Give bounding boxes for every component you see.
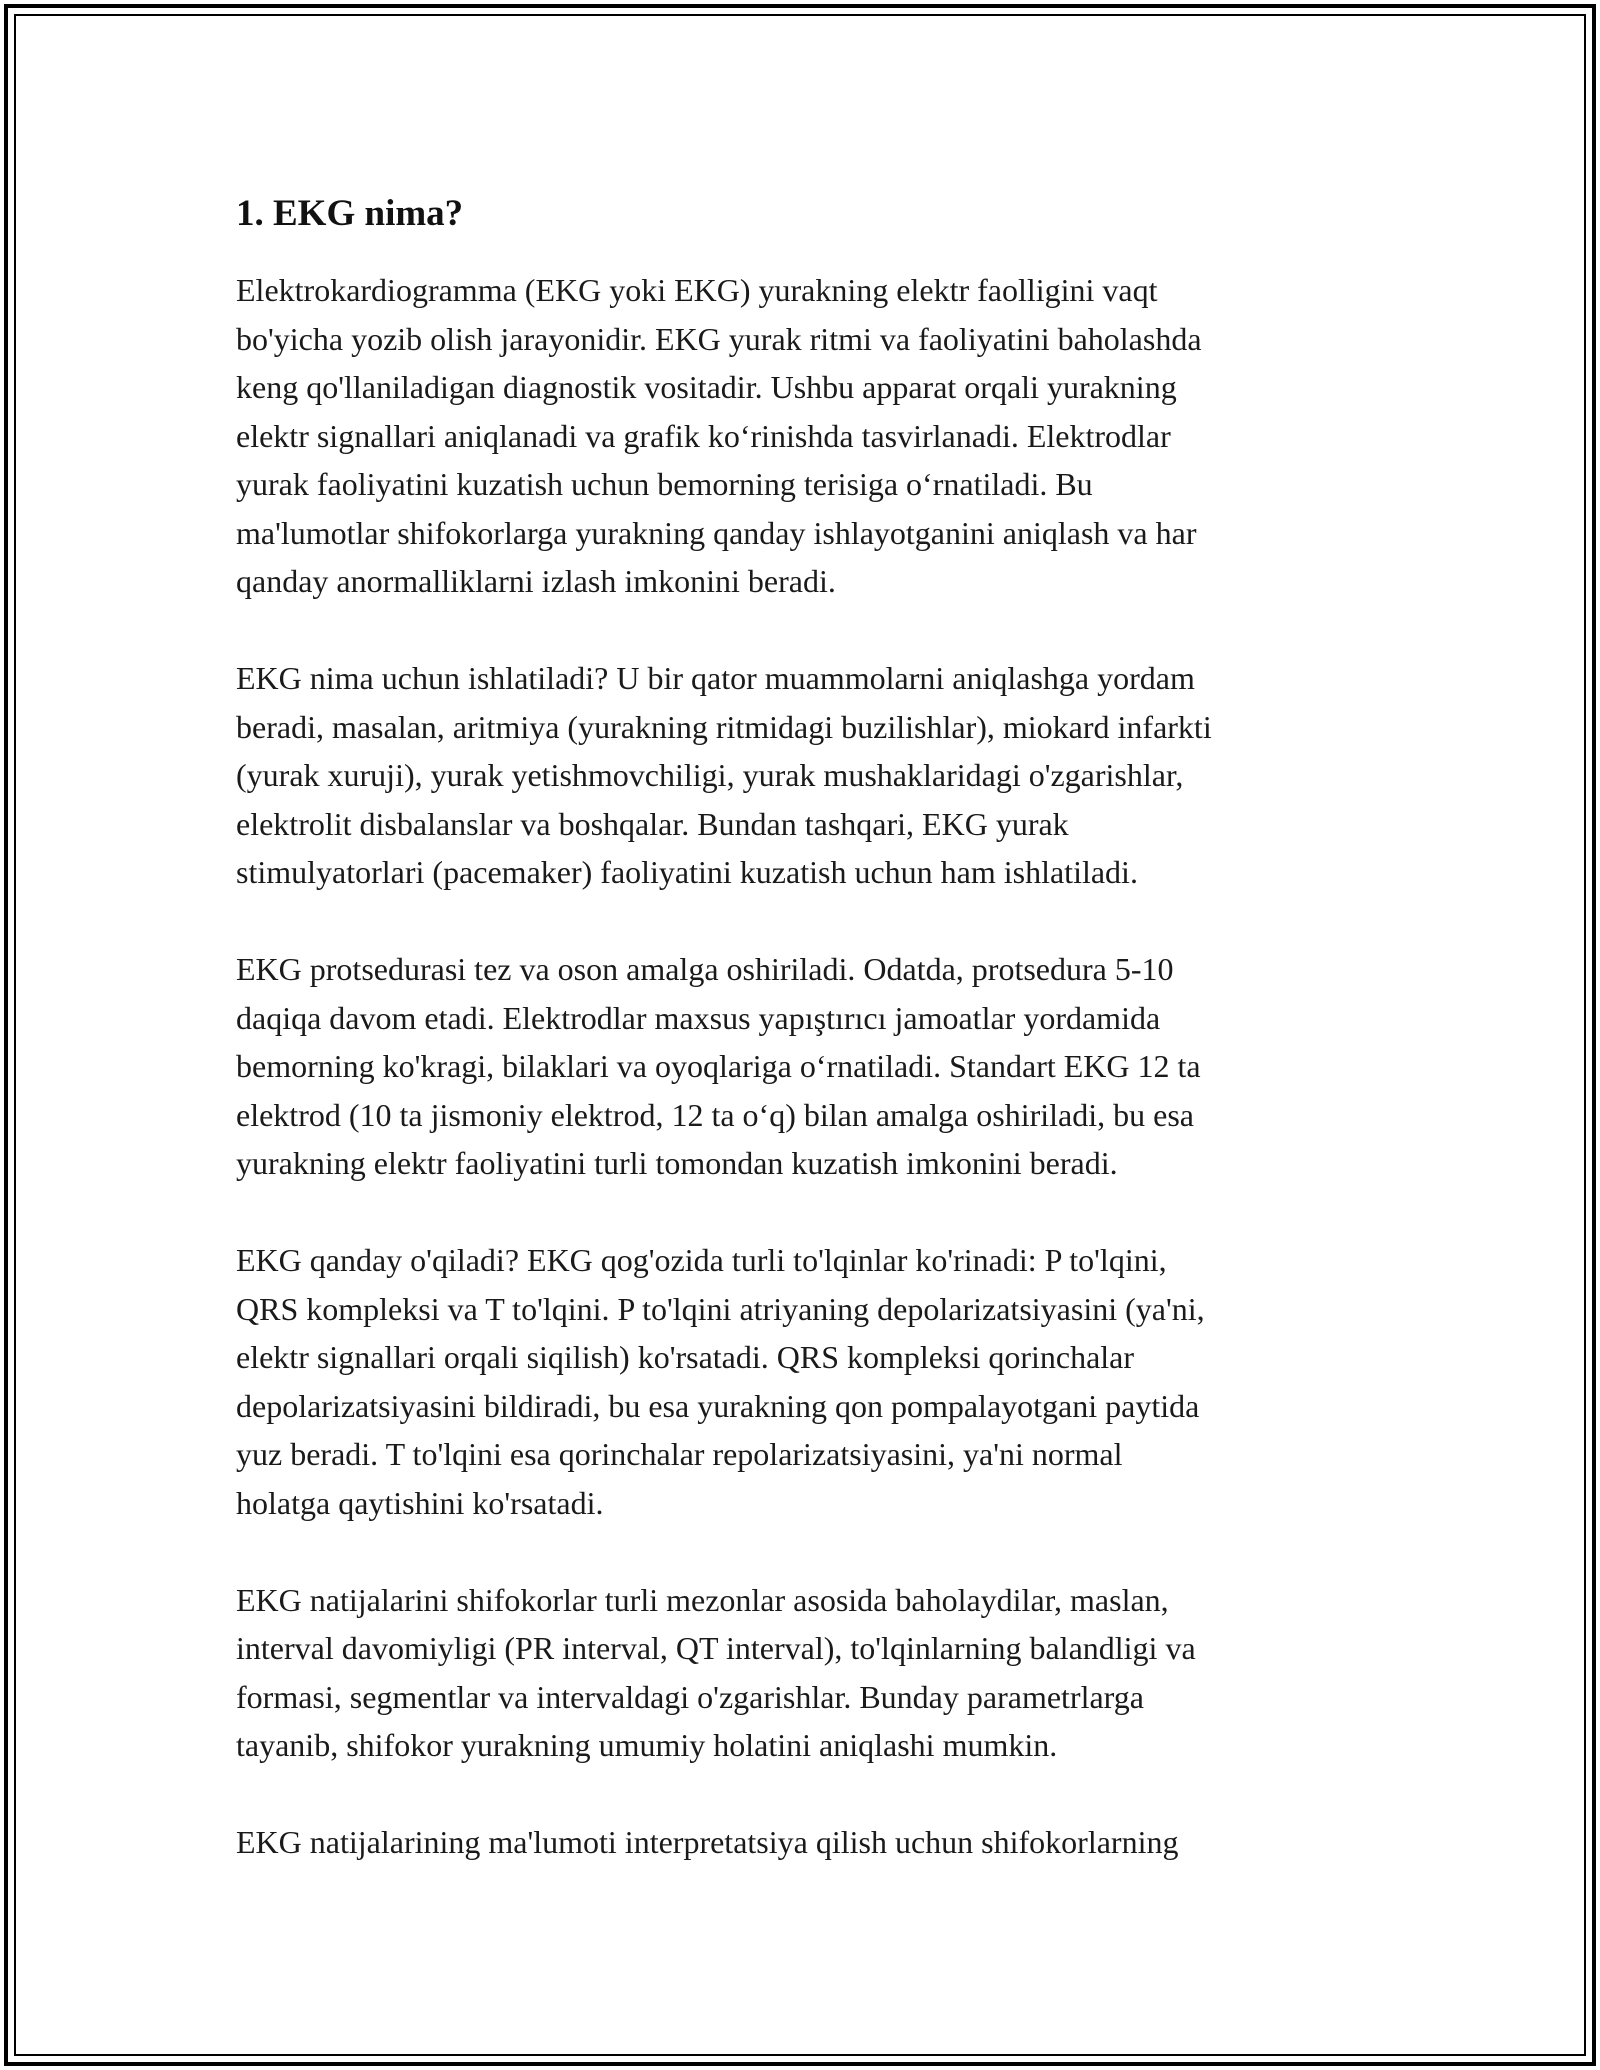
text-line: QRS kompleksi va T to'lqini. P to'lqini atriyaning depolarizatsiyasini (ya'ni, — [236, 1290, 1205, 1327]
text-line: interval davomiyligi (PR interval, QT interval), to'lqinlarning balandligi va — [236, 1630, 1196, 1666]
text-line: bemorning ko'kragi, bilaklari va oyoqlariga o‘rnatiladi. Standart EKG 12 ta — [236, 1048, 1201, 1084]
document-body — [236, 190, 1366, 1915]
text-line: stimulyatorlari (pacemaker) faoliyatini kuzatish uchun ham ishlatiladi. — [236, 854, 1138, 890]
text-line: holatga qaytishini ko'rsatadi. — [236, 1484, 604, 1521]
text-line: daqiqa davom etadi. Elektrodlar maxsus yapıştırıcı jamoatlar yordamida — [236, 999, 1161, 1036]
text-line: qanday anormalliklarni izlash imkonini beradi. — [236, 563, 836, 599]
text-line: EKG qanday o'qiladi? EKG qog'ozida turli to'lqinlar ko'rinadi: P to'lqini, — [236, 1242, 1167, 1278]
text-line: beradi, masalan, aritmiya (yurakning ritmidagi buzilishlar), miokard infarkti — [236, 708, 1212, 745]
paragraph-5 — [236, 1576, 1366, 1770]
paragraph-3 — [236, 945, 1366, 1188]
paragraph-1 — [236, 266, 1366, 606]
text-line: elektr signallari aniqlanadi va grafik ko‘rinishda tasvirlanadi. Elektrodlar — [236, 417, 1171, 454]
paragraph-4 — [236, 1236, 1366, 1527]
text-line: EKG natijalarining ma'lumoti interpretatsiya qilish uchun shifokorlarning — [236, 1824, 1179, 1860]
text-line: yurakning elektr faoliyatini turli tomondan kuzatish imkonini beradi. — [236, 1145, 1118, 1181]
section-heading: 1. EKG nima? — [236, 193, 464, 234]
text-line: bo'yicha yozib olish jarayonidir. EKG yurak ritmi va faoliyatini baholashda — [236, 320, 1202, 357]
text-line: elektrod (10 ta jismoniy elektrod, 12 ta o‘q) bilan amalga oshiriladi, bu esa — [236, 1096, 1194, 1133]
text-line: formasi, segmentlar va intervaldagi o'zgarishlar. Bunday parametrlarga — [236, 1678, 1144, 1715]
text-line: ma'lumotlar shifokorlarga yurakning qanday ishlayotganini aniqlash va har — [236, 514, 1197, 551]
text-line: tayanib, shifokor yurakning umumiy holatini aniqlashi mumkin. — [236, 1727, 1058, 1763]
text-line: EKG nima uchun ishlatiladi? U bir qator muammolarni aniqlashga yordam — [236, 660, 1195, 696]
text-line: elektr signallari orqali siqilish) ko'rsatadi. QRS kompleksi qorinchalar — [236, 1339, 1135, 1375]
text-line: keng qo'llaniladigan diagnostik vositadir. Ushbu apparat orqali yurakning — [236, 369, 1177, 405]
text-line: Elektrokardiogramma (EKG yoki EKG) yurakning elektr faolligini vaqt — [236, 272, 1158, 308]
text-line: depolarizatsiyasini bildiradi, bu esa yurakning qon pompalayotgani paytida — [236, 1387, 1200, 1424]
paragraph-6 — [236, 1818, 1366, 1867]
text-line: (yurak xuruji), yurak yetishmovchiligi, yurak mushaklaridagi o'zgarishlar, — [236, 757, 1184, 793]
text-line: EKG protsedurasi tez va oson amalga oshiriladi. Odatda, protsedura 5-10 — [236, 951, 1174, 987]
text-line: yurak faoliyatini kuzatish uchun bemorning terisiga o‘rnatiladi. Bu — [236, 466, 1093, 502]
text-line: EKG natijalarini shifokorlar turli mezonlar asosida baholaydilar, maslan, — [236, 1581, 1169, 1618]
text-line: elektrolit disbalanslar va boshqalar. Bundan tashqari, EKG yurak — [236, 805, 1069, 842]
text-line: yuz beradi. T to'lqini esa qorinchalar repolarizatsiyasini, ya'ni normal — [236, 1436, 1123, 1472]
paragraph-2 — [236, 654, 1366, 897]
